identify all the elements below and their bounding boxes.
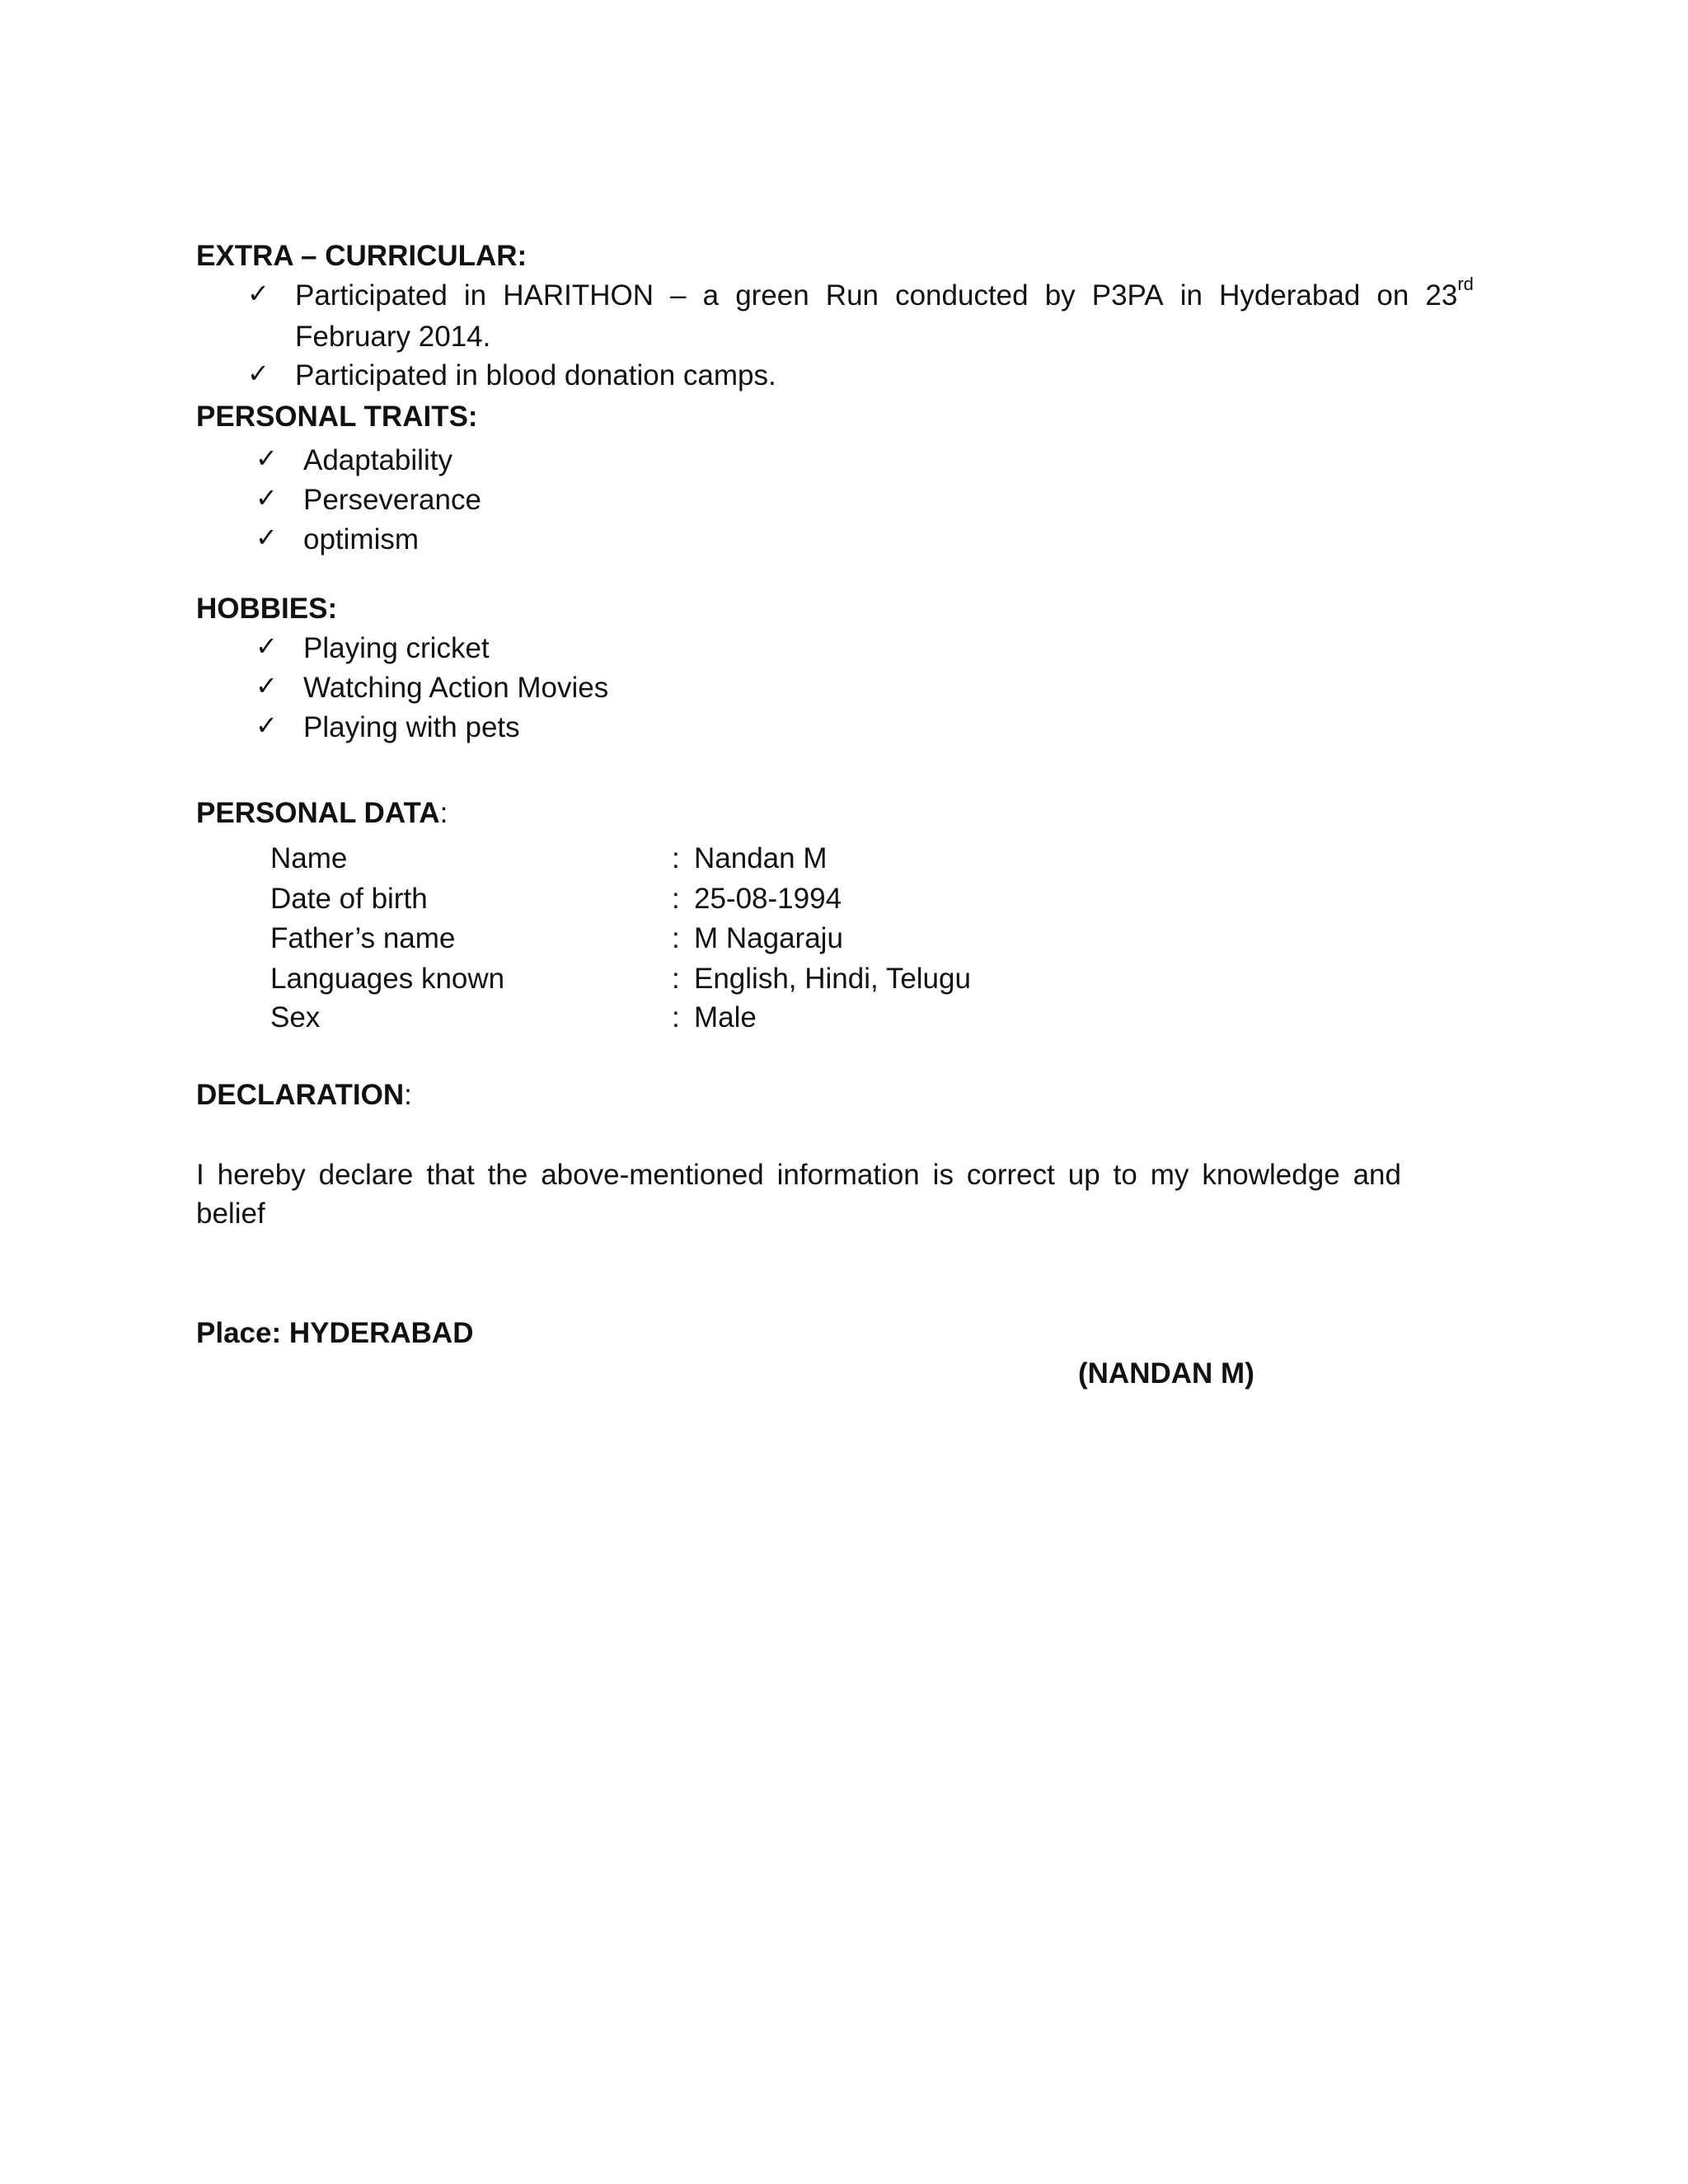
check-icon: ✓ (256, 443, 278, 474)
check-icon: ✓ (256, 482, 278, 513)
declaration-text-line-1: I hereby declare that the above-mentioned information is correct up to my knowledge and (196, 1159, 1401, 1191)
word: Participated (295, 279, 448, 312)
personal-data-label: Date of birth (270, 883, 428, 915)
extra-curricular-item-2: Participated in blood donation camps. (295, 359, 776, 391)
extra-curricular-item-1-continued: February 2014. (295, 321, 491, 353)
word: in (1179, 279, 1203, 312)
personal-data-label: Sex (270, 1001, 321, 1033)
date-day: 23rd (1425, 274, 1474, 312)
declaration-heading: DECLARATION: (196, 1079, 412, 1111)
word: Run (825, 279, 879, 312)
word: green (735, 279, 809, 312)
check-icon: ✓ (256, 670, 278, 701)
personal-data-value: Nandan M (694, 842, 828, 874)
trait-item: Adaptability (303, 444, 452, 476)
word: Hyderabad (1219, 279, 1361, 312)
hobbies-heading: HOBBIES: (196, 593, 338, 625)
word: by (1044, 279, 1076, 312)
place-label: Place: HYDERABAD (196, 1317, 474, 1349)
trait-item: optimism (303, 523, 420, 555)
extra-curricular-heading: EXTRA – CURRICULAR: (196, 240, 528, 272)
declaration-text-line-2: belief (196, 1197, 265, 1230)
personal-data-colon: : (672, 922, 680, 954)
personal-data-label: Name (270, 842, 348, 874)
personal-data-value: English, Hindi, Telugu (694, 963, 971, 995)
word: conducted (895, 279, 1029, 312)
check-icon: ✓ (247, 358, 270, 389)
personal-data-heading: PERSONAL DATA: (196, 797, 448, 829)
check-icon: ✓ (256, 630, 278, 662)
check-icon: ✓ (256, 522, 278, 553)
hobby-item: Playing cricket (303, 632, 490, 664)
word: – (670, 279, 687, 312)
trait-item: Perseverance (303, 484, 481, 516)
check-icon: ✓ (247, 278, 270, 309)
personal-data-colon: : (672, 963, 680, 995)
word: on (1376, 279, 1409, 312)
personal-data-colon: : (672, 883, 680, 915)
personal-data-label: Languages known (270, 963, 505, 995)
signature-name: (NANDAN M) (1078, 1357, 1254, 1390)
extra-curricular-item-1 (295, 274, 1474, 313)
word: a (702, 279, 720, 312)
personal-data-colon: : (672, 1001, 680, 1033)
word: P3PA (1091, 279, 1164, 312)
personal-data-colon: : (672, 842, 680, 874)
personal-traits-heading: PERSONAL TRAITS: (196, 401, 478, 433)
check-icon: ✓ (256, 710, 278, 741)
ordinal-suffix: rd (1457, 274, 1474, 294)
word: HARITHON (503, 279, 654, 312)
hobby-item: Watching Action Movies (303, 672, 609, 704)
personal-data-value: Male (694, 1001, 757, 1033)
word: in (463, 279, 487, 312)
personal-data-value: M Nagaraju (694, 922, 843, 954)
hobby-item: Playing with pets (303, 711, 520, 743)
personal-data-value: 25-08-1994 (694, 883, 842, 915)
personal-data-label: Father’s name (270, 922, 456, 954)
